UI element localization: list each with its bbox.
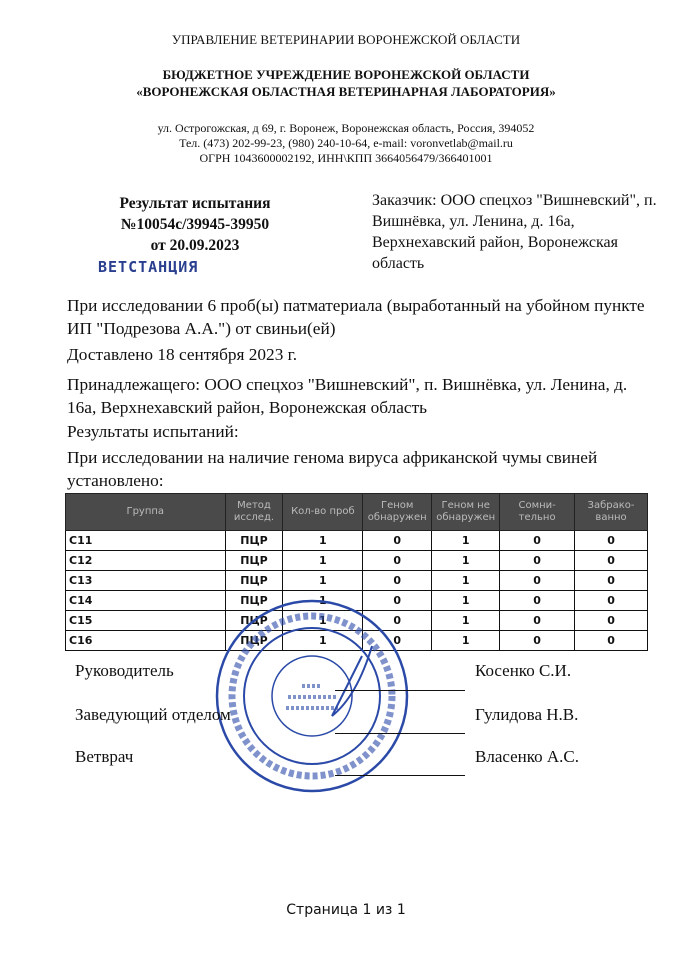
table-row xyxy=(66,611,648,631)
table-cell: ПЦР xyxy=(225,551,283,571)
table-cell: 0 xyxy=(363,551,432,571)
table-cell: 1 xyxy=(432,571,500,591)
page-number: Страница 1 из 1 xyxy=(286,902,406,918)
table-cell: С11 xyxy=(66,531,226,551)
table-cell: 1 xyxy=(432,531,500,551)
table-cell: 1 xyxy=(283,571,363,591)
table-cell: 1 xyxy=(283,551,363,571)
signature-name-1: Косенко С.И. xyxy=(475,661,572,680)
results-table xyxy=(65,493,648,651)
org-ids: ОГРН 1043600002192, ИНН\КПП 3664056479/366401001 xyxy=(199,151,493,165)
result-title: Результат испытания xyxy=(119,195,271,212)
table-cell: 0 xyxy=(500,631,575,651)
table-cell: ПЦР xyxy=(225,571,283,591)
seal-center-lettering xyxy=(286,686,338,708)
table-cell: 0 xyxy=(500,531,575,551)
table-cell: 1 xyxy=(432,551,500,571)
result-block xyxy=(95,193,295,256)
column-header: Забрако-ванно xyxy=(575,494,648,531)
owner-info: Принадлежащего: ООО спецхоз "Вишневский", п. Вишнёвка, ул. Ленина, д. 16а, Верхнехавский район, Воронежская область xyxy=(67,375,628,417)
signature-role-1: Руководитель xyxy=(75,661,174,680)
table-cell: ПЦР xyxy=(225,531,283,551)
column-header: Геном обнаружен xyxy=(363,494,432,531)
column-header: Кол-во проб xyxy=(283,494,363,531)
table-cell: 0 xyxy=(575,591,648,611)
signature-line-1 xyxy=(335,690,465,691)
signature-name-2: Гулидова Н.В. xyxy=(475,705,579,724)
column-header: Метод исслед. xyxy=(225,494,283,531)
result-date: от 20.09.2023 xyxy=(150,237,240,254)
result-number: №10054с/39945-39950 xyxy=(120,216,270,233)
org-name-line1: БЮДЖЕТНОЕ УЧРЕЖДЕНИЕ ВОРОНЕЖСКОЙ ОБЛАСТИ xyxy=(162,67,530,82)
table-cell: 1 xyxy=(283,611,363,631)
column-header: Группа xyxy=(66,494,226,531)
table-cell: ПЦР xyxy=(225,591,283,611)
table-cell: 0 xyxy=(575,631,648,651)
table-cell: 0 xyxy=(363,531,432,551)
delivery-date: Доставлено 18 сентября 2023 г. xyxy=(67,345,298,364)
table-row xyxy=(66,551,648,571)
table-cell: 0 xyxy=(363,571,432,591)
table-cell: С16 xyxy=(66,631,226,651)
table-cell: 1 xyxy=(283,631,363,651)
table-cell: С12 xyxy=(66,551,226,571)
results-heading: Результаты испытаний: xyxy=(67,422,239,441)
table-cell: 0 xyxy=(575,611,648,631)
org-name-line2: «ВОРОНЕЖСКАЯ ОБЛАСТНАЯ ВЕТЕРИНАРНАЯ ЛАБОРАТОРИЯ» xyxy=(136,84,556,99)
finding-text: При исследовании на наличие генома вируса африканской чумы свиней установлено: xyxy=(67,448,598,490)
table-cell: 1 xyxy=(283,591,363,611)
signature-role-2: Заведующий отделом xyxy=(75,705,231,724)
department-header: УПРАВЛЕНИЕ ВЕТЕРИНАРИИ ВОРОНЕЖСКОЙ ОБЛАСТИ xyxy=(171,32,521,47)
table-cell: 1 xyxy=(432,611,500,631)
table-cell: 0 xyxy=(363,631,432,651)
table-cell: 1 xyxy=(283,531,363,551)
table-row xyxy=(66,631,648,651)
table-cell: 1 xyxy=(432,631,500,651)
study-description: При исследовании 6 проб(ы) патматериала (выработанный на убойном пункте ИП "Подрезова А.А.") от свиньи(ей) xyxy=(67,296,645,338)
org-contacts: Тел. (473) 202-99-23, (980) 240-10-64, e-mail: voronvetlab@mail.ru xyxy=(179,136,513,150)
signature-name-3: Власенко А.С. xyxy=(475,747,580,766)
table-cell: 0 xyxy=(500,571,575,591)
table-cell: 0 xyxy=(575,531,648,551)
table-cell: ПЦР xyxy=(225,631,283,651)
org-address: ул. Острогожская, д 69, г. Воронеж, Воронежская область, Россия, 394052 xyxy=(157,121,535,135)
customer-info: Заказчик: ООО спецхоз "Вишневский", п. Вишнёвка, ул. Ленина, д. 16а, Верхнехавский район, Воронежская область xyxy=(372,192,657,272)
signature-line-2 xyxy=(335,733,465,734)
table-row xyxy=(66,531,648,551)
vetstation-stamp: ВЕТСТАНЦИЯ xyxy=(98,258,199,276)
seal-inner-ring xyxy=(272,656,352,736)
table-row xyxy=(66,571,648,591)
signature-mark xyxy=(332,646,372,716)
table-cell: С13 xyxy=(66,571,226,591)
column-header: Геном не обнаружен xyxy=(432,494,500,531)
table-cell: 0 xyxy=(363,611,432,631)
table-cell: 0 xyxy=(500,611,575,631)
table-header-row xyxy=(66,494,648,531)
table-cell: 0 xyxy=(575,551,648,571)
table-cell: 0 xyxy=(500,551,575,571)
column-header: Сомни-тельно xyxy=(500,494,575,531)
table-cell: 0 xyxy=(363,591,432,611)
table-cell: 0 xyxy=(575,571,648,591)
table-cell: ПЦР xyxy=(225,611,283,631)
table-row xyxy=(66,591,648,611)
table-cell: С15 xyxy=(66,611,226,631)
signature-role-3: Ветврач xyxy=(75,747,134,766)
table-cell: С14 xyxy=(66,591,226,611)
table-cell: 0 xyxy=(500,591,575,611)
signature-line-3 xyxy=(335,775,465,776)
table-cell: 1 xyxy=(432,591,500,611)
